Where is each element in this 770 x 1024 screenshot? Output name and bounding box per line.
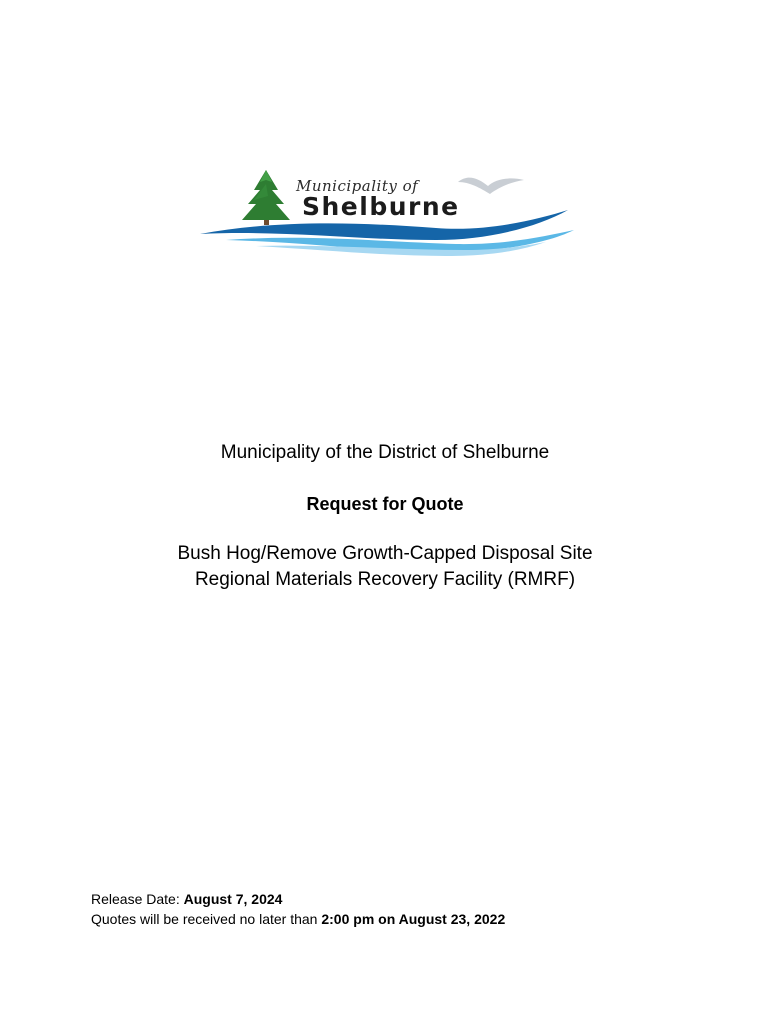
release-info bbox=[91, 889, 505, 929]
deadline-row bbox=[91, 909, 505, 929]
project-title-line-1: Bush Hog/Remove Growth-Capped Disposal Site bbox=[177, 543, 593, 564]
deadline-label: Quotes will be received no later than bbox=[91, 911, 322, 927]
municipality-logo bbox=[196, 160, 576, 256]
logo-wordmark: Shelburne bbox=[302, 192, 460, 221]
organization-name: Municipality of the District of Shelburne bbox=[220, 442, 550, 463]
release-date-label: Release Date: bbox=[91, 891, 184, 907]
pine-tree-icon bbox=[242, 170, 290, 225]
project-title bbox=[0, 541, 770, 593]
project-title-line-2: Regional Materials Recovery Facility (RMRF) bbox=[194, 569, 576, 590]
seagull-icon bbox=[458, 178, 524, 194]
deadline-value: 2:00 pm on August 23, 2022 bbox=[321, 911, 506, 927]
release-date-row bbox=[91, 889, 505, 909]
logo-script-text: Municipality of bbox=[296, 177, 419, 195]
release-date-value: August 7, 2024 bbox=[183, 891, 283, 907]
document-type-heading: Request for Quote bbox=[306, 494, 464, 514]
